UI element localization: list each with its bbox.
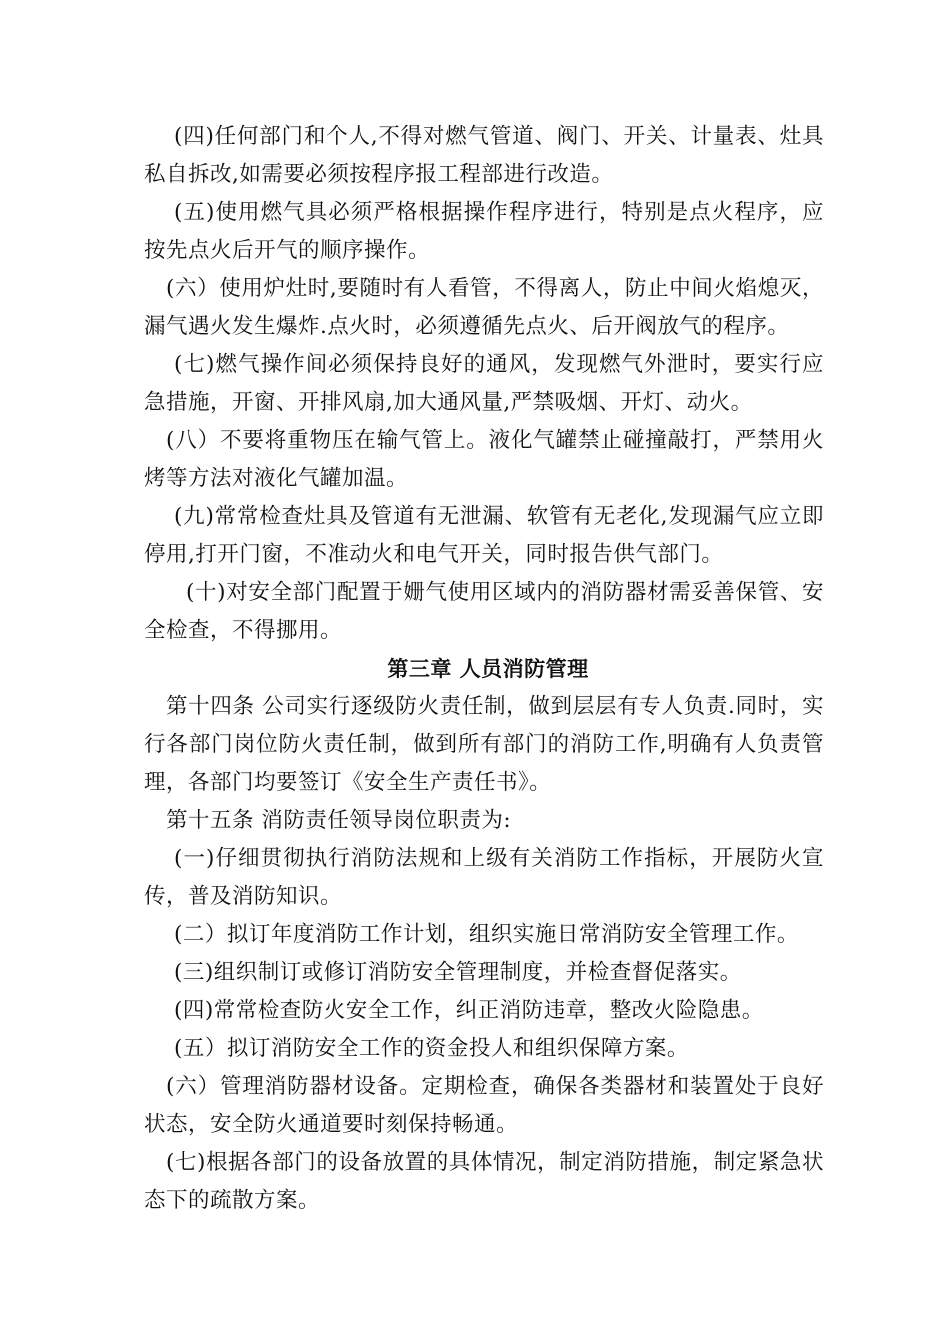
duty-item-2: (二）拟订年度消防工作计划，组织实施日常消防安全管理工作。: [174, 922, 799, 947]
paragraph-item-4: (四)任何部门和个人,不得对燃气管道、阀门、开关、计量表、灶具私自拆改,如需要必须按程序报工程部进行改造。: [144, 124, 824, 187]
paragraph-item-10: (十)对安全部门配置于姗气使用区域内的消防器材需妥善保管、安全检查，不得挪用。: [144, 580, 824, 643]
document-body: [144, 118, 824, 1220]
chapter-heading: 第三章 人员消防管理: [387, 657, 589, 681]
article-14: 第十四条 公司实行逐级防火责任制，做到层层有专人负责.同时，实行各部门岗位防火责任制，做到所有部门的消防工作,明确有人负责管理，各部门均要签订《安全生产责任书》。: [144, 694, 824, 795]
paragraph-item-9: (九)常常检查灶具及管道有无泄漏、软管有无老化,发现漏气应立即停用,打开门窗，不准动火和电气开关，同时报告供气部门。: [144, 504, 824, 567]
duty-item-1: (一)仔细贯彻执行消防法规和上级有关消防工作指标，开展防火宣传，普及消防知识。: [144, 846, 824, 909]
paragraph-item-8: (八）不要将重物压在输气管上。液化气罐禁止碰撞敲打，严禁用火烤等方法对液化气罐加温。: [144, 428, 824, 491]
duty-item-3: (三)组织制订或修订消防安全管理制度，并检查督促落实。: [174, 960, 742, 985]
article-15: 第十五条 消防责任领导岗位职责为:: [166, 808, 512, 833]
paragraph-item-7: (七)燃气操作间必须保持良好的通风，发现燃气外泄时，要实行应急措施，开窗、开排风扇,加大通风量,严禁吸烟、开灯、动火。: [144, 352, 824, 415]
duty-item-5: (五）拟订消防安全工作的资金投人和组织保障方案。: [174, 1036, 689, 1061]
paragraph-item-5: (五)使用燃气具必须严格根据操作程序进行，特别是点火程序，应按先点火后开气的顺序操作。: [144, 200, 824, 263]
duty-item-4: (四)常常检查防火安全工作，纠正消防违章，整改火险隐患。: [174, 998, 764, 1023]
duty-item-7: (七)根据各部门的设备放置的具体情况，制定消防措施，制定紧急状态下的疏散方案。: [144, 1150, 824, 1213]
paragraph-item-6: (六）使用炉灶时,要随时有人看管，不得离人，防止中间火焰熄灭，漏气遇火发生爆炸.点火时，必须遵循先点火、后开阀放气的程序。: [144, 276, 824, 339]
duty-item-6: (六）管理消防器材设备。定期检查，确保各类器材和装置处于良好状态，安全防火通道要时刻保持畅通。: [144, 1074, 824, 1137]
